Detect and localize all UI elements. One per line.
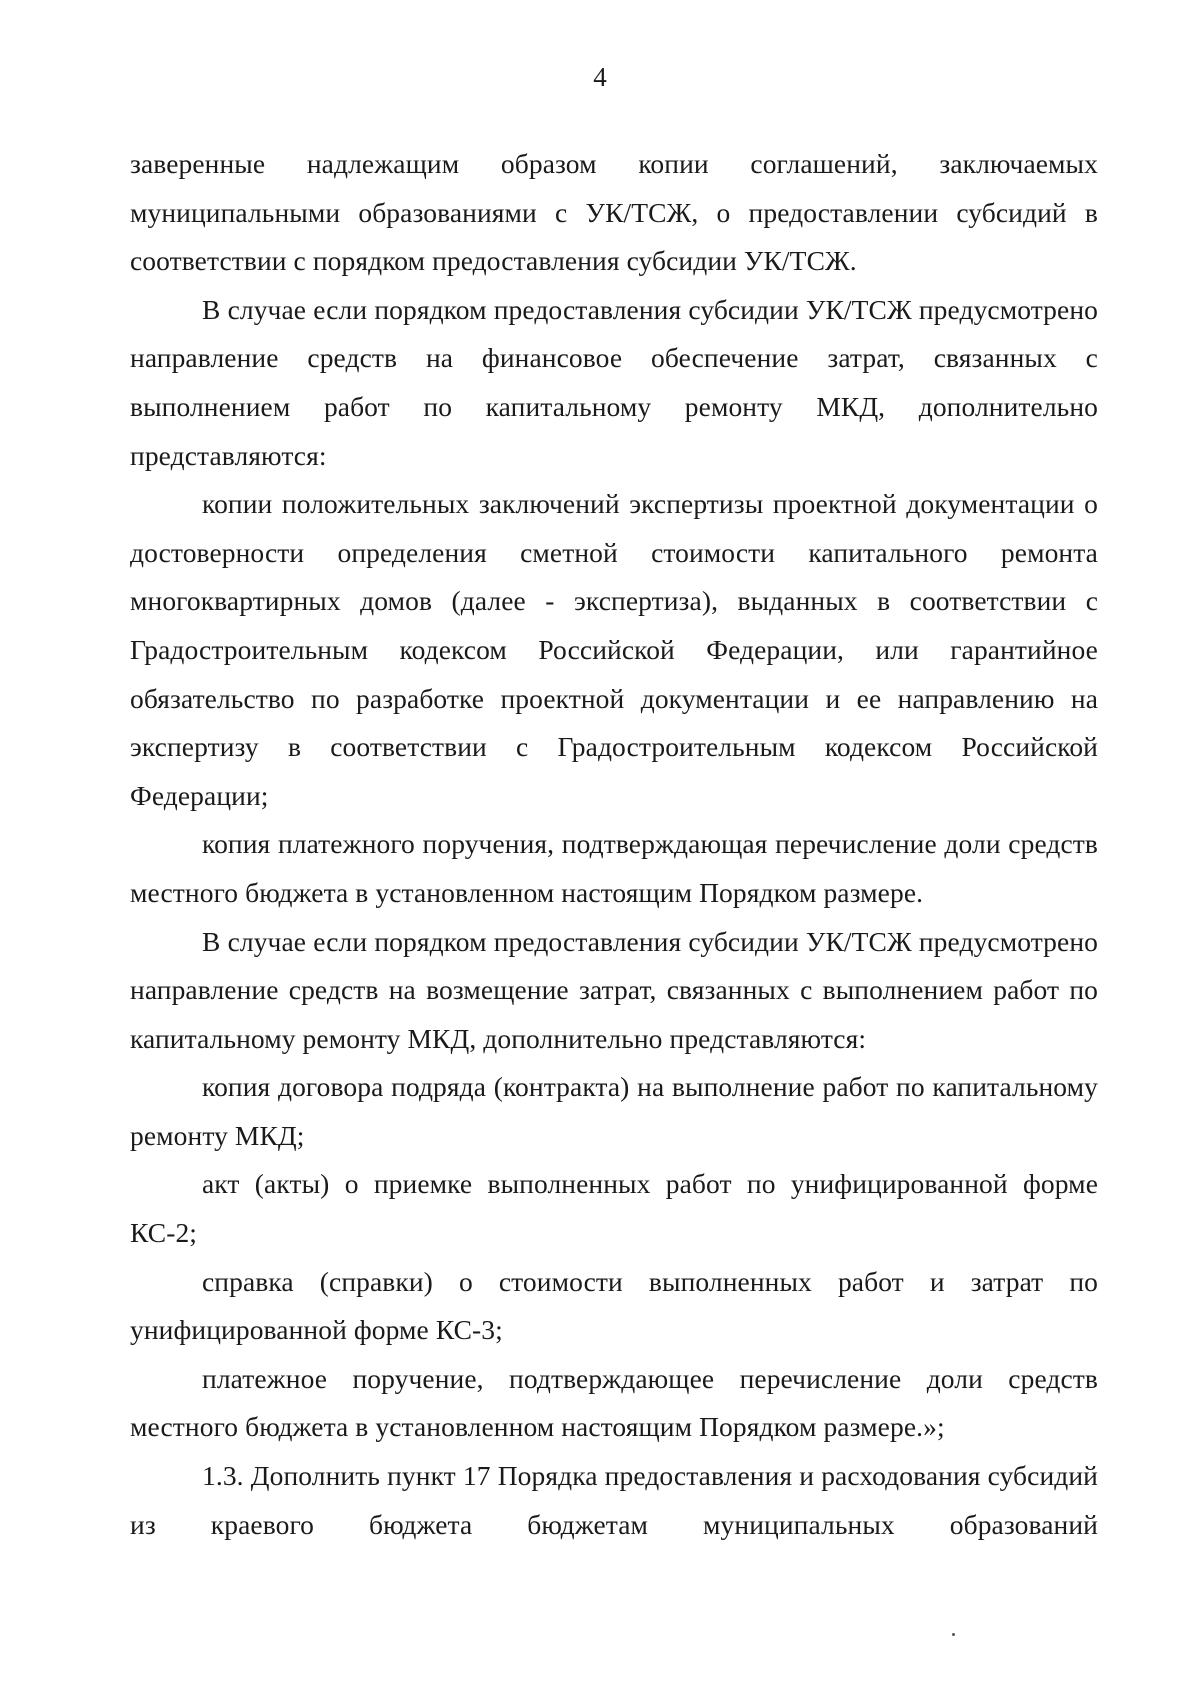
paragraph-certified-copies: заверенные надлежащим образом копии соглашений, заключаемых муниципальными образованиями с УК/ТСЖ, о предоставлении субсидий в соответствии с порядком предоставления субсидии УК/ТСЖ. [130, 148, 1098, 277]
paragraph-expertise-conclusions: копии положительных заключений экспертизы проектной документации о достоверности определения сметной стоимости капитального ремонта многоквартирных домов (далее - экспертиза), выданных в соответствии с Градостроительным кодексом Российской Федерации, или гарантийное обязательство по разработке проектной документации и ее направлению на экспертизу в соответствии с Градостроительным кодексом Российской Федерации; [130, 488, 1098, 811]
paragraph-ks2-act: акт (акты) о приемке выполненных работ по унифицированной форме КС-2; [130, 1168, 1098, 1249]
scan-speck [952, 1633, 955, 1636]
page-number: 4 [593, 62, 607, 92]
document-body [130, 140, 1098, 1549]
paragraph-payment-order-copy: копия платежного поручения, подтверждающая перечисление доли средств местного бюджета в установленном настоящим Порядком размере. [130, 828, 1098, 908]
paragraph-amendment-1-3: 1.3. Дополнить пункт 17 Порядка предоставления и расходования субсидий из краевого бюджета бюджетам муниципальных образований [130, 1460, 1098, 1540]
paragraph-contract-copy: копия договора подряда (контракта) на выполнение работ по капитальному ремонту МКД; [130, 1071, 1098, 1151]
paragraph-ks3-certificate: справка (справки) о стоимости выполненных работ и затрат по унифицированной форме КС-3; [130, 1265, 1098, 1346]
paragraph-reimbursement-case: В случае если порядком предоставления субсидии УК/ТСЖ предусмотрено направление средств на возмещение затрат, связанных с выполнением работ по капитальному ремонту МКД, дополнительно представляются: [130, 925, 1098, 1054]
paragraph-payment-order: платежное поручение, подтверждающее перечисление доли средств местного бюджета в установленном настоящим Порядком размере.»; [130, 1362, 1098, 1443]
paragraph-financial-support-case: В случае если порядком предоставления субсидии УК/ТСЖ предусмотрено направление средств на финансовое обеспечение затрат, связанных с выполнением работ по капитальному ремонту МКД, дополнительно представляются: [130, 293, 1098, 471]
